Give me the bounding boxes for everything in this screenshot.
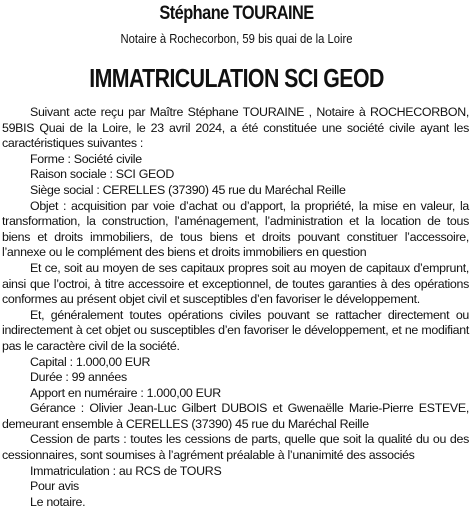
paragraph-apport: Apport en numéraire : 1.000,00 EUR [30, 385, 221, 400]
paragraph-objet: Objet : acquisition par voie d’achat ou d’apport, la propriété, la mise en valeur, la transformation, la construction, l’aménagement, l’administration et la location de tous biens et droits immobiliers, de tous biens et droits pouvant constituer l’accessoire, l’annexe ou le complément des biens et droits immobiliers en question [2, 198, 469, 260]
paragraph-immatriculation: Immatriculation : au RCS de TOURS [30, 463, 222, 478]
paragraph-capital: Capital : 1.000,00 EUR [30, 354, 151, 369]
paragraph-moyens: Et ce, soit au moyen de ses capitaux propres soit au moyen de capitaux d’emprunt, ainsi que l’octroi, à titre accessoire et exceptionnel, de toutes garanties à des opérations conformes au présent objet civil et susceptibles d’en favoriser le développement. [2, 260, 469, 307]
notary-address: Notaire à Rochecorbon, 59 bis quai de la Loire [120, 32, 353, 46]
paragraph-raison-sociale: Raison sociale : SCI GEOD [30, 167, 174, 182]
paragraph-operations: Et, généralement toutes opérations civiles pouvant se rattacher directement ou indirectement à cet objet ou susceptibles d’en favoriser le développement, et ne modifiant pas le caractère civil de la société. [2, 307, 469, 353]
paragraph-cession: Cession de parts : toutes les cessions de parts, quelle que soit la qualité du ou des cessionnaires, sont soumises à l’agrément préalable à l’unanimité des associés [2, 432, 469, 463]
notice-body [2, 105, 469, 510]
notice-title: IMMATRICULATION SCI GEOD [89, 63, 384, 93]
paragraph-gerance: Gérance : Olivier Jean-Luc Gilbert DUBOIS et Gwenaëlle Marie-Pierre ESTEVE, demeurant ensemble à CERELLES (37390) 45 rue du Maréchal Reille [2, 401, 469, 431]
paragraph-intro: Suivant acte reçu par Maître Stéphane TOURAINE , Notaire à ROCHECORBON, 59BIS Quai de la Loire, le 23 avril 2024, a été constituée une société civile ayant les caractéristiques suivantes : [2, 105, 469, 151]
paragraph-signature: Le notaire. [30, 494, 86, 509]
paragraph-forme: Forme : Société civile [30, 151, 142, 166]
paragraph-siege-social: Siège social : CERELLES (37390) 45 rue du Maréchal Reille [30, 182, 346, 197]
paragraph-pour-avis: Pour avis [30, 479, 79, 494]
paragraph-duree: Durée : 99 années [30, 370, 127, 385]
notary-name: Stéphane TOURAINE [159, 3, 314, 24]
